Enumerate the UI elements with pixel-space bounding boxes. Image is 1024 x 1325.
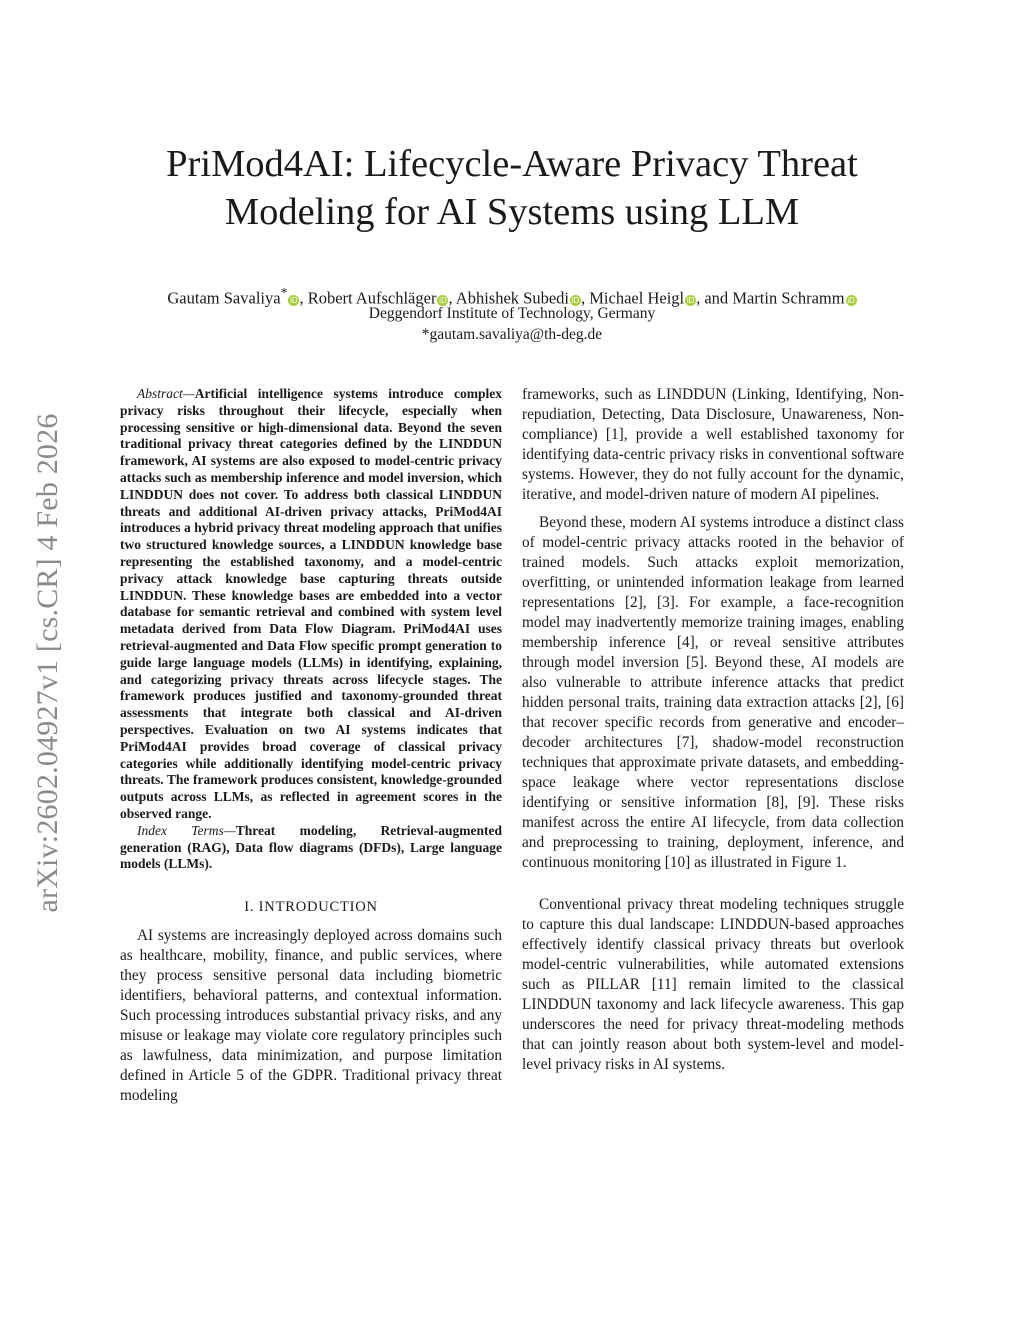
affiliation: Deggendorf Institute of Technology, Germany	[368, 305, 656, 322]
arxiv-identifier: arXiv:2602.04927v1 [cs.CR] 4 Feb 2026	[31, 413, 64, 913]
title-line-1: PriMod4AI: Lifecycle-Aware Privacy Threat	[166, 143, 858, 185]
abstract-label: Abstract—	[137, 386, 195, 401]
title-line-2: Modeling for AI Systems using LLM	[224, 191, 800, 233]
orcid-icon[interactable]: iD	[847, 295, 855, 305]
author: Abhishek Subedi	[455, 288, 570, 308]
intro-paragraph-continued: frameworks, such as LINDDUN (Linking, Identifying, Non-repudiation, Detecting, Data Disclosure, Unawareness, Non-compliance) [1], provide a well established taxonomy for identifying data-centric privacy risks in conventional software systems. However, they do not fully account for the dynamic, iterative, and model-driven nature of modern AI pipelines.	[522, 386, 904, 503]
intro-paragraph-2: Beyond these, modern AI systems introduce a distinct class of model-centric privacy attacks rooted in the behavior of trained models. Such attacks exploit memorization, overfitting, or unintended information leakage from learned representations [2], [3]. For example, a face-recognition model may inadvertently memorize training images, enabling membership inference [4], or reveal sensitive attributes through model inversion [5]. Beyond these, AI models are also vulnerable to attribute inference attacks that predict hidden personal traits, training data extraction attacks [2], [6] that recover specific records from generative and encoder–decoder architectures [7], shadow-model reconstruction techniques that approximate private datasets, and embedding-space leakage where vector representations disclose identifying or sensitive information [8], [9]. These risks manifest across the entire AI lifecycle, from data collection and preprocessing to training, deployment, inference, and continuous monitoring [10] as illustrated in Figure 1.	[522, 514, 904, 871]
index-terms-label: Index Terms—	[137, 822, 236, 838]
abstract	[120, 386, 502, 823]
author-separator: ,	[448, 288, 456, 308]
paper-title	[110, 140, 914, 236]
author-separator: , and	[696, 288, 733, 308]
right-column	[522, 385, 904, 1075]
author: Robert Aufschläger	[307, 288, 437, 308]
orcid-icon[interactable]: iD	[571, 295, 580, 305]
author: Gautam Savaliya	[167, 288, 281, 308]
orcid-icon[interactable]: iD	[290, 295, 298, 305]
author-separator: ,	[581, 288, 590, 308]
orcid-icon[interactable]: iD	[439, 295, 447, 305]
abstract-text: Artificial intelligence systems introduce complex privacy risks throughout their lifecycle, especially when processing sensitive or high-dimensional data. Beyond the seven traditional privacy threat categories defined by the LINDDUN framework, AI systems are also exposed to model-centric privacy attacks such as membership inference and model inversion, which LINDDUN does not cover. To address both classical LINDDUN threats and additional AI-driven privacy attacks, PriMod4AI introduces a hybrid privacy threat modeling approach that unifies two structured knowledge sources, a LINDDUN knowledge base representing the established taxonomy, and a model-centric privacy attack knowledge base capturing threats outside LINDDUN. These knowledge bases are embedded into a vector database for semantic retrieval and combined with system level metadata derived from Data Flow Diagram. PriMod4AI uses retrieval-augmented and Data Flow specific prompt generation to guide large language models (LLMs) in identifying, explaining, and categorizing privacy threats across lifecycle stages. The framework produces justified and taxonomy-grounded threat assessments that integrate both classical and AI-driven perspectives. Evaluation on two AI systems indicates that PriMod4AI provides broad coverage of classical privacy categories while additionally identifying model-centric privacy threats. The framework produces consistent, knowledge-grounded outputs across LLMs, as reflected in agreement scores in the observed range.	[120, 386, 502, 821]
section-heading: I. INTRODUCTION	[244, 899, 378, 916]
corresponding-email[interactable]: *gautam.savaliya@th-deg.de	[421, 326, 603, 343]
author: Martin Schramm	[732, 288, 845, 308]
index-terms-text: Threat modeling, Retrieval-augmented generation (RAG), Data flow diagrams (DFDs), Large language models (LLMs).	[120, 822, 502, 872]
author-mark: *	[280, 285, 288, 300]
author: Michael Heigl	[589, 288, 685, 308]
orcid-icon[interactable]: iD	[686, 295, 695, 305]
author-separator: ,	[299, 288, 308, 308]
left-column	[120, 386, 502, 1106]
intro-paragraph-1: AI systems are increasingly deployed across domains such as healthcare, mobility, finance, and public services, where they process sensitive personal data including biometric identifiers, behavioral patterns, and contextual information. Such processing introduces substantial privacy risks, and any misuse or leakage may violate core regulatory principles such as lawfulness, data minimization, and purpose limitation defined in Article 5 of the GDPR. Traditional privacy threat modeling	[120, 927, 502, 1105]
index-terms	[120, 823, 502, 873]
intro-paragraph-3: Conventional privacy threat modeling techniques struggle to capture this dual landscape: LINDDUN-based approaches effectively identify classical privacy threats but overlook model-centric vulnerabilities, while automated extensions such as PILLAR [11] remain limited to the classical LINDDUN taxonomy and lack lifecycle awareness. This gap underscores the need for privacy threat-modeling methods that can jointly reason about both system-level and model-level privacy risks in AI systems.	[522, 896, 904, 1073]
